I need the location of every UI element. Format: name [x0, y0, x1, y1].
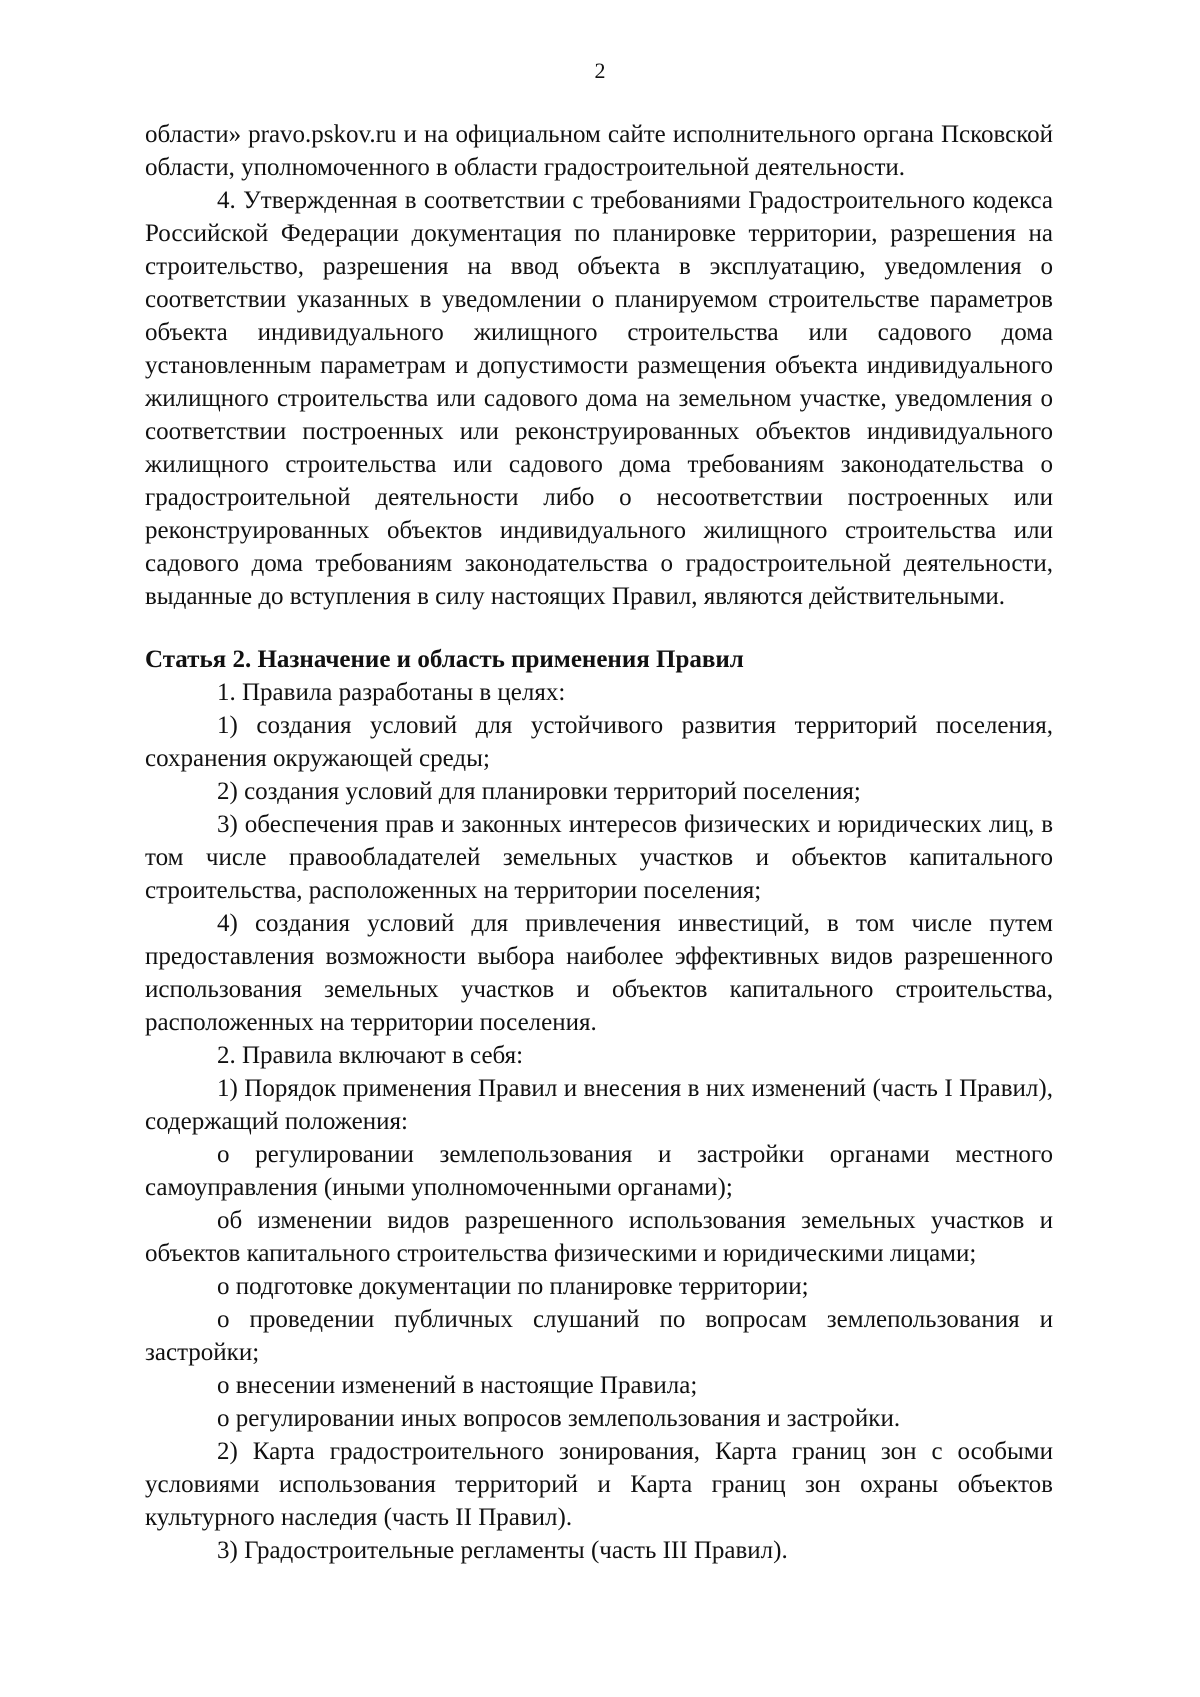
- document-body: [145, 118, 1053, 1567]
- provision-item: о внесении изменений в настоящие Правила;: [217, 1372, 698, 1399]
- provision-item: о проведении публичных слушаний по вопросам землепользования и застройки;: [145, 1306, 1053, 1366]
- paragraph-item-4: 4. Утвержденная в соответствии с требованиями Градостроительного кодекса Российской Федерации документация по планировке территории, разрешения на строительство, разрешения на ввод объекта в эксплуатацию, уведомления о соответствии указанных в уведомлении о планируемом строительстве параметров объекта индивидуального жилищного строительства или садового дома установленным параметрам и допустимости размещения объекта индивидуального жилищного строительства или садового дома на земельном участке, уведомления о соответствии построенных или реконструированных объектов индивидуального жилищного строительства или садового дома требованиям законодательства о градостроительной деятельности либо о несоответствии построенных или реконструированных объектов индивидуального жилищного строительства или садового дома требованиям законодательства о градостроительной деятельности, выданные до вступления в силу настоящих Правил, являются действительными.: [145, 187, 1053, 610]
- paragraph-rules-include: 2. Правила включают в себя:: [217, 1042, 524, 1069]
- part-1-item: 1) Порядок применения Правил и внесения в них изменений (часть I Правил), содержащий положения:: [145, 1075, 1053, 1135]
- page-number: 2: [594, 58, 606, 83]
- part-3-item: 3) Градостроительные регламенты (часть III Правил).: [217, 1537, 788, 1564]
- paragraph-continuation: области» pravo.pskov.ru и на официальном сайте исполнительного органа Псковской области, уполномоченного в области градостроительной деятельности.: [145, 121, 1053, 181]
- list-item-2: 2) создания условий для планировки территорий поселения;: [217, 778, 861, 805]
- list-item-4: 4) создания условий для привлечения инвестиций, в том числе путем предоставления возможности выбора наиболее эффективных видов разрешенного использования земельных участков и объектов капитального строительства, расположенных на территории поселения.: [145, 910, 1053, 1036]
- list-item-1: 1) создания условий для устойчивого развития территорий поселения, сохранения окружающей среды;: [145, 712, 1053, 772]
- list-item-3: 3) обеспечения прав и законных интересов физических и юридических лиц, в том числе правообладателей земельных участков и объектов капитального строительства, расположенных на территории поселения;: [145, 811, 1053, 904]
- provision-item: о регулировании землепользования и застройки органами местного самоуправления (иными уполномоченными органами);: [145, 1141, 1053, 1201]
- provision-item: об изменении видов разрешенного использования земельных участков и объектов капитального строительства физическими и юридическими лицами;: [145, 1207, 1053, 1267]
- provision-item: о регулировании иных вопросов землепользования и застройки.: [217, 1405, 901, 1432]
- article-heading: Статья 2. Назначение и область применения Правил: [145, 646, 744, 673]
- paragraph-rules-purpose: 1. Правила разработаны в целях:: [217, 679, 566, 706]
- provision-item: о подготовке документации по планировке территории;: [217, 1273, 809, 1300]
- part-2-item: 2) Карта градостроительного зонирования, Карта границ зон с особыми условиями использования территорий и Карта границ зон охраны объектов культурного наследия (часть II Правил).: [145, 1438, 1053, 1531]
